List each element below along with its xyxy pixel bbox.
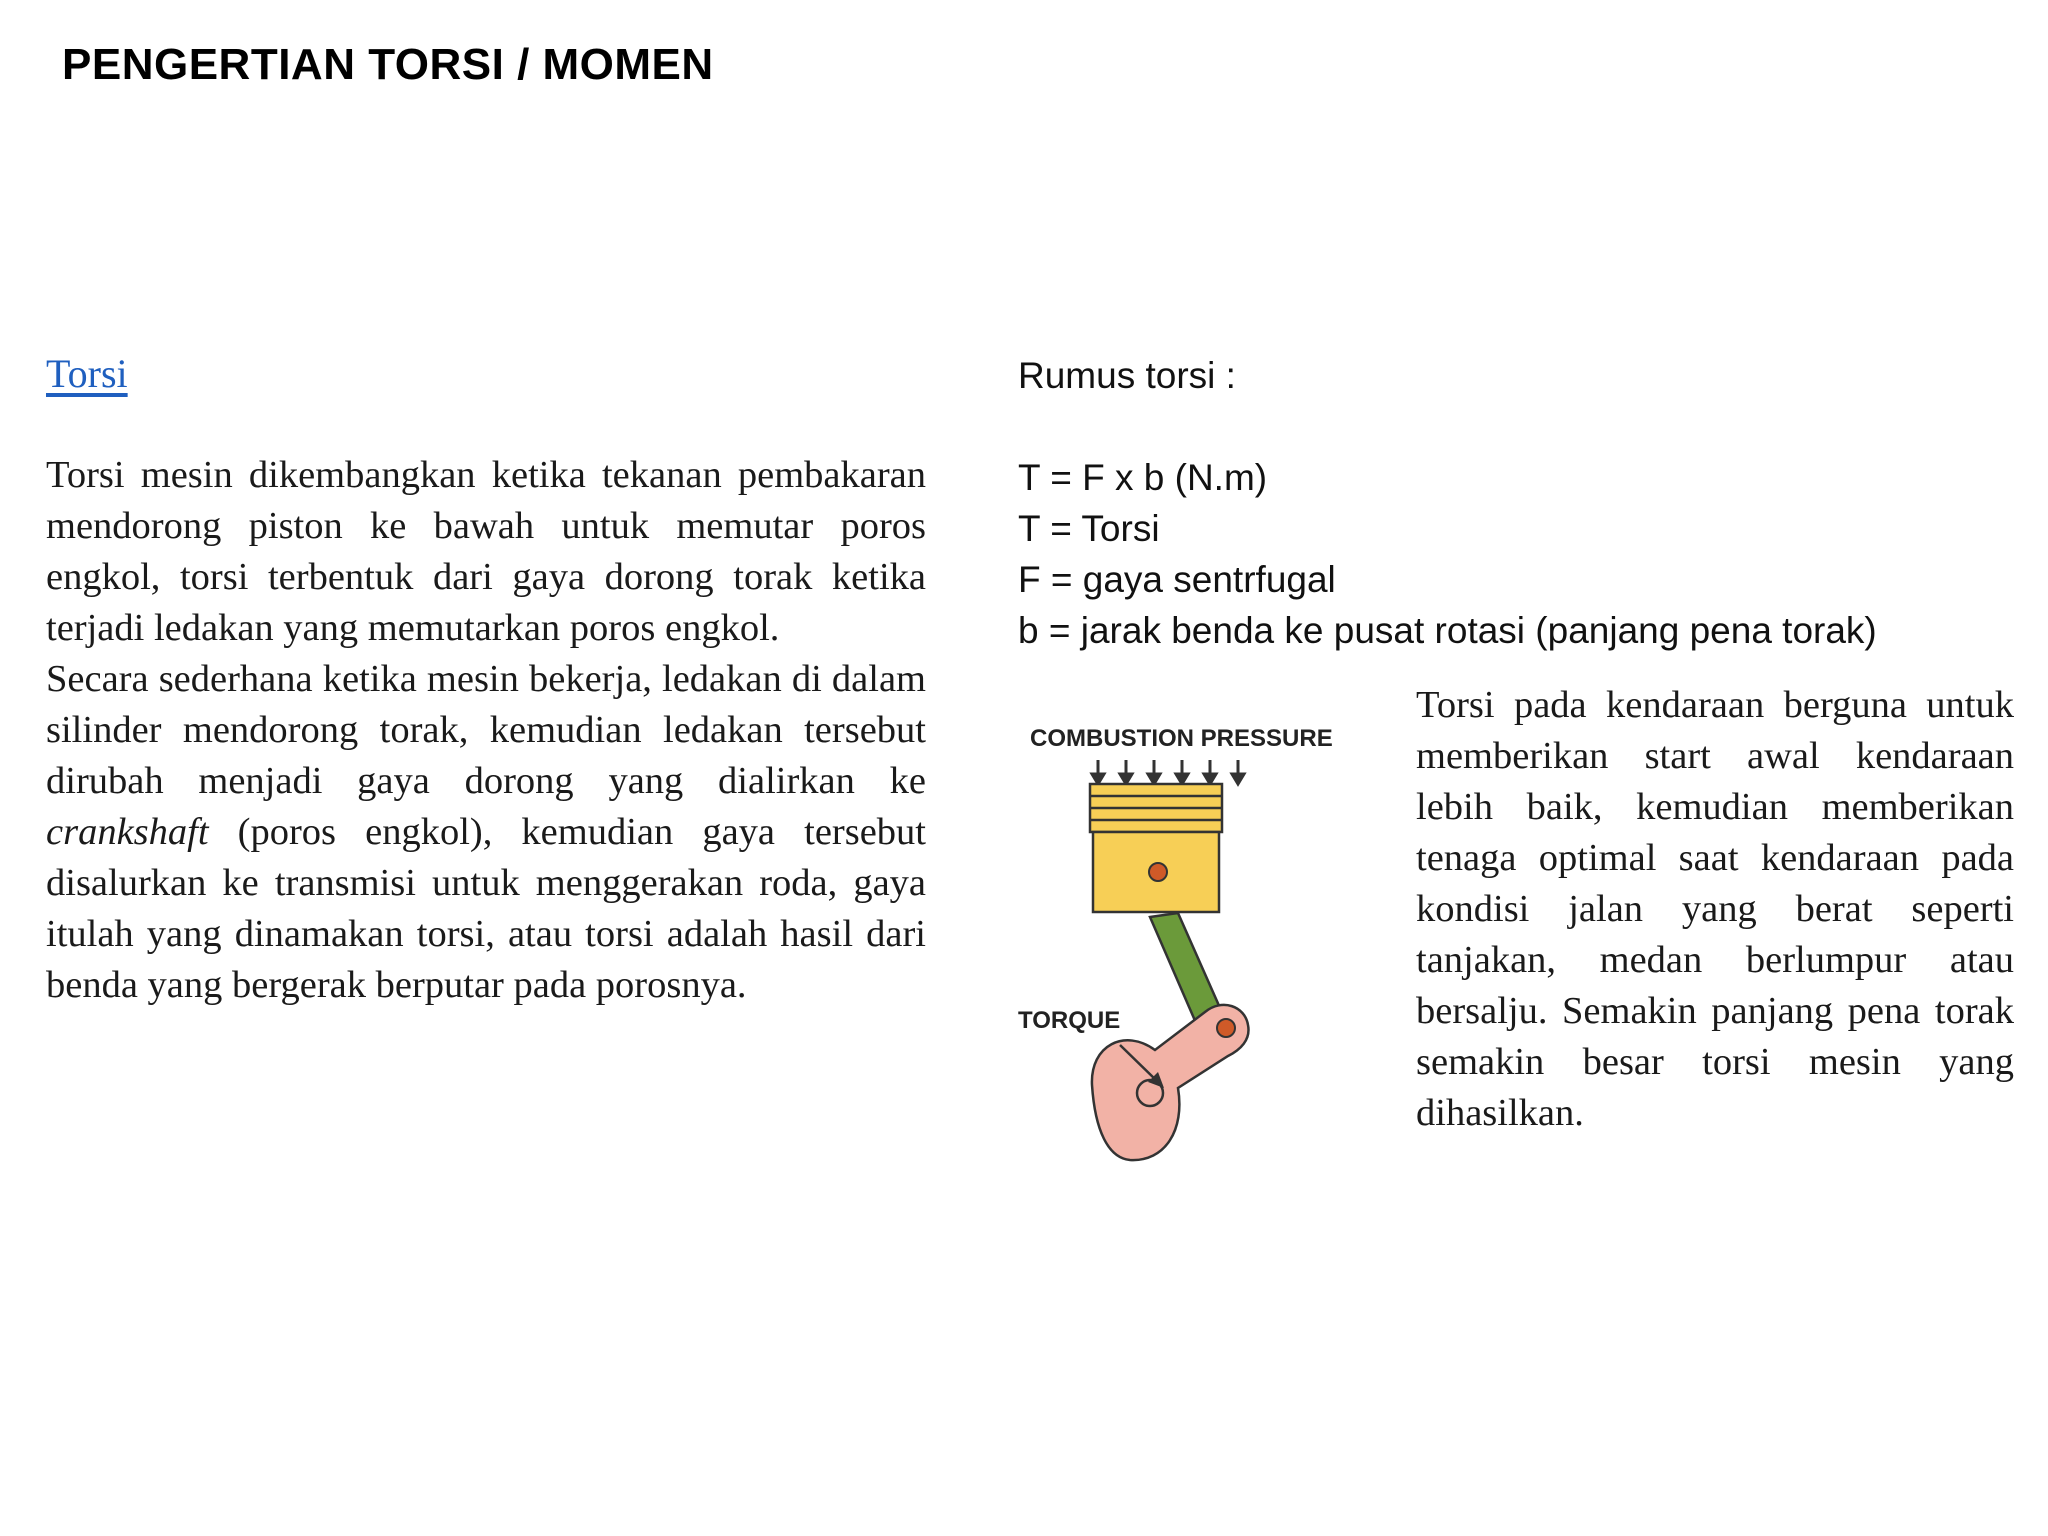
- formula-block: [1018, 350, 2018, 656]
- right-text-block: [1416, 680, 2014, 1139]
- paragraph-torsi-kendaraan: Torsi pada kendaraan berguna untuk memberikan start awal kendaraan lebih baik, kemudian memberikan tenaga optimal saat kendaraan pada kondisi jalan yang berat seperti tanjakan, medan berlumpur atau bersalju. Semakin panjang pena torak semakin besar torsi mesin yang dihasilkan.: [1416, 684, 2014, 1134]
- crankshaft-term: crankshaft: [46, 811, 209, 853]
- piston-pin: [1149, 863, 1167, 881]
- page-title: PENGERTIAN TORSI / MOMEN: [62, 40, 714, 89]
- formula-line: T = Torsi: [1018, 508, 1160, 549]
- paragraph-text-end: (poros engkol), kemudian gaya tersebut disalurkan ke transmisi untuk menggerakan roda, gaya itulah yang dinamakan torsi, atau torsi adalah hasil dari benda yang bergerak berputar pada porosnya.: [46, 811, 926, 1006]
- left-text-block: [46, 450, 926, 1011]
- piston-torque-diagram: [1000, 700, 1360, 1170]
- torsi-link[interactable]: Torsi: [46, 351, 128, 396]
- torque-label: TORQUE: [1018, 1007, 1121, 1034]
- pressure-arrows: [1092, 760, 1244, 784]
- formula-line: T = F x b (N.m): [1018, 457, 1268, 498]
- paragraph-text-start: Secara sederhana ketika mesin bekerja, ledakan di dalam silinder mendorong torak, kemudian ledakan tersebut dirubah menjadi gaya dorong yang dialirkan ke: [46, 658, 926, 802]
- combustion-pressure-label: COMBUSTION PRESSURE: [1030, 725, 1333, 752]
- formula-heading: Rumus torsi :: [1018, 355, 1236, 396]
- crankpin: [1217, 1019, 1235, 1037]
- paragraph-torsi-mesin: Torsi mesin dikembangkan ketika tekanan pembakaran mendorong piston ke bawah untuk memutar poros engkol, torsi terbentuk dari gaya dorong torak ketika terjadi ledakan yang memutarkan poros engkol.: [46, 454, 926, 649]
- paragraph-secara-sederhana: [46, 654, 926, 1011]
- formula-line: F = gaya sentrfugal: [1018, 559, 1336, 600]
- formula-line: b = jarak benda ke pusat rotasi (panjang pena torak): [1018, 610, 1877, 651]
